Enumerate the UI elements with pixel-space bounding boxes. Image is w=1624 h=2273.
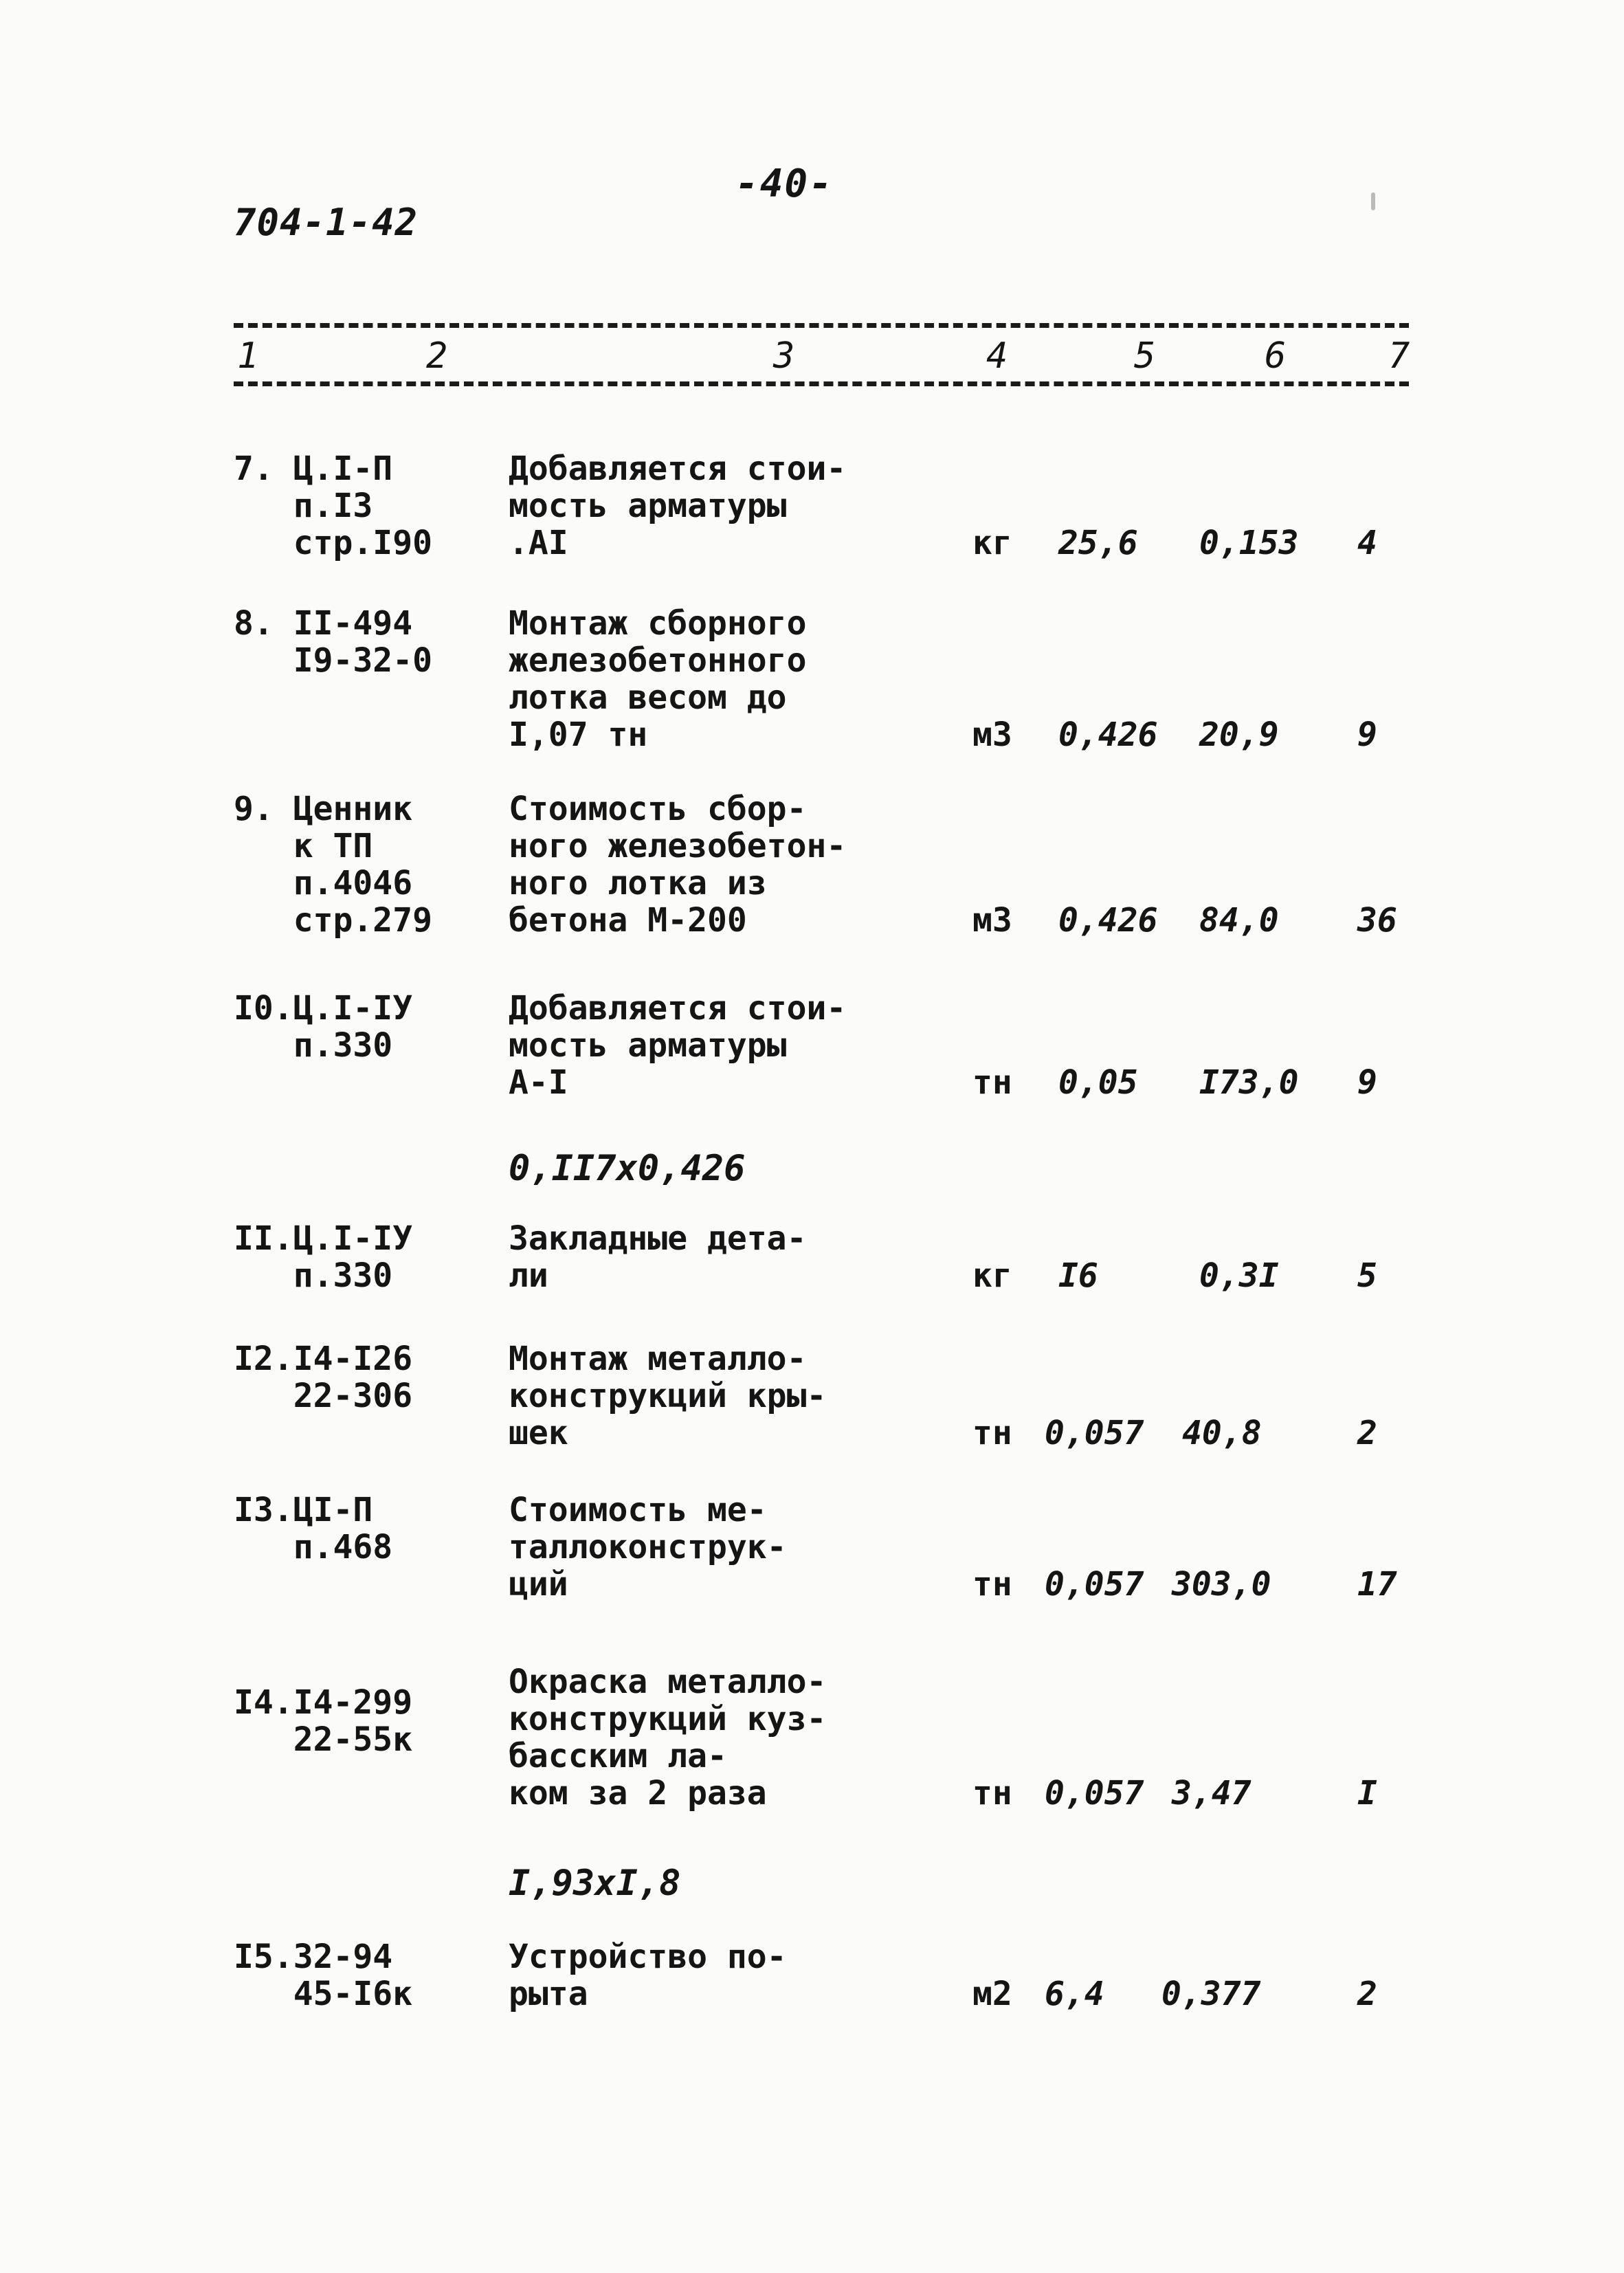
row-ref: II.Ц.I-IУ п.330 [234, 1219, 413, 1295]
row-sum: 9 [1357, 716, 1377, 754]
column-number-6: 6 [1265, 335, 1287, 377]
row-sum: 36 [1357, 901, 1397, 940]
row-ref: I5.32-94 45-I6к [234, 1938, 413, 2013]
row-quantity: 25,6 [1058, 524, 1138, 562]
row-sum: 4 [1357, 524, 1377, 562]
row-sum: 5 [1357, 1256, 1377, 1295]
row-quantity: 6,4 [1045, 1975, 1104, 2013]
document-code: 704-1-42 [234, 201, 419, 244]
row-sum: I [1357, 1774, 1377, 1812]
row-description: Монтаж сборного железобетонного лотка весом до I,07 тн [509, 604, 807, 754]
row-price: I73,0 [1199, 1063, 1299, 1102]
row-ref: 9. Ценник к ТП п.4046 стр.279 [234, 790, 432, 940]
row-unit: м3 [972, 716, 1012, 754]
table-header-rule [234, 381, 1409, 386]
margin-mark [1371, 192, 1375, 210]
row-quantity: 0,426 [1058, 716, 1158, 754]
row-price: 0,153 [1199, 524, 1299, 562]
row-unit: тн [972, 1565, 1012, 1604]
row-price: 3,47 [1172, 1774, 1252, 1812]
row-ref: I2.I4-I26 22-306 [234, 1340, 413, 1415]
row-price: 20,9 [1199, 716, 1279, 754]
column-number-3: 3 [773, 335, 795, 377]
row-description: Добавляется стои- мость арматуры .AI [509, 450, 847, 562]
row-unit: тн [972, 1774, 1012, 1812]
row-unit: тн [972, 1414, 1012, 1452]
row-unit: кг [972, 1256, 1012, 1295]
row-price: 0,377 [1161, 1975, 1261, 2013]
row-quantity: 0,057 [1045, 1565, 1144, 1604]
row-description: Стоимость сбор- ного железобетон- ного лотка из бетона М-200 [509, 790, 847, 940]
row-description: Монтаж металло- конструкций кры- шек [509, 1340, 827, 1452]
row-description: Стоимость ме- таллоконструк- ций [509, 1491, 787, 1604]
row-formula: 0,II7х0,426 [509, 1148, 746, 1189]
row-price: 84,0 [1199, 901, 1279, 940]
row-price: 40,8 [1182, 1414, 1262, 1452]
row-ref: I0.Ц.I-IУ п.330 [234, 989, 413, 1065]
table-top-rule [234, 323, 1409, 328]
row-formula: I,93хI,8 [509, 1863, 681, 1904]
row-quantity: 0,057 [1045, 1774, 1144, 1812]
row-ref: I4.I4-299 22-55к [234, 1683, 413, 1759]
row-ref: 7. Ц.I-П п.I3 стр.I90 [234, 450, 432, 562]
row-description: Добавляется стои- мость арматуры А-I [509, 989, 847, 1102]
row-sum: 2 [1357, 1414, 1377, 1452]
row-price: 0,3I [1199, 1256, 1279, 1295]
row-description: Закладные дета- ли [509, 1219, 807, 1295]
column-number-2: 2 [426, 335, 448, 377]
column-number-1: 1 [237, 335, 259, 377]
column-number-5: 5 [1134, 335, 1156, 377]
row-unit: м3 [972, 901, 1012, 940]
row-unit: м2 [972, 1975, 1012, 2013]
row-quantity: I6 [1058, 1256, 1098, 1295]
row-description: Окраска металло- конструкций куз- басским ла- ком за 2 раза [509, 1663, 827, 1812]
row-sum: 9 [1357, 1063, 1377, 1102]
column-number-4: 4 [986, 335, 1008, 377]
row-quantity: 0,057 [1045, 1414, 1144, 1452]
row-unit: кг [972, 524, 1012, 562]
row-sum: 17 [1357, 1565, 1397, 1604]
row-quantity: 0,426 [1058, 901, 1158, 940]
row-ref: I3.ЦI-П п.468 [234, 1491, 393, 1566]
column-number-7: 7 [1388, 335, 1410, 377]
page-number: -40- [735, 162, 834, 206]
row-ref: 8. II-494 I9-32-0 [234, 604, 432, 680]
row-description: Устройство по- рыта [509, 1938, 787, 2013]
row-unit: тн [972, 1063, 1012, 1102]
row-price: 303,0 [1172, 1565, 1271, 1604]
row-quantity: 0,05 [1058, 1063, 1138, 1102]
row-sum: 2 [1357, 1975, 1377, 2013]
